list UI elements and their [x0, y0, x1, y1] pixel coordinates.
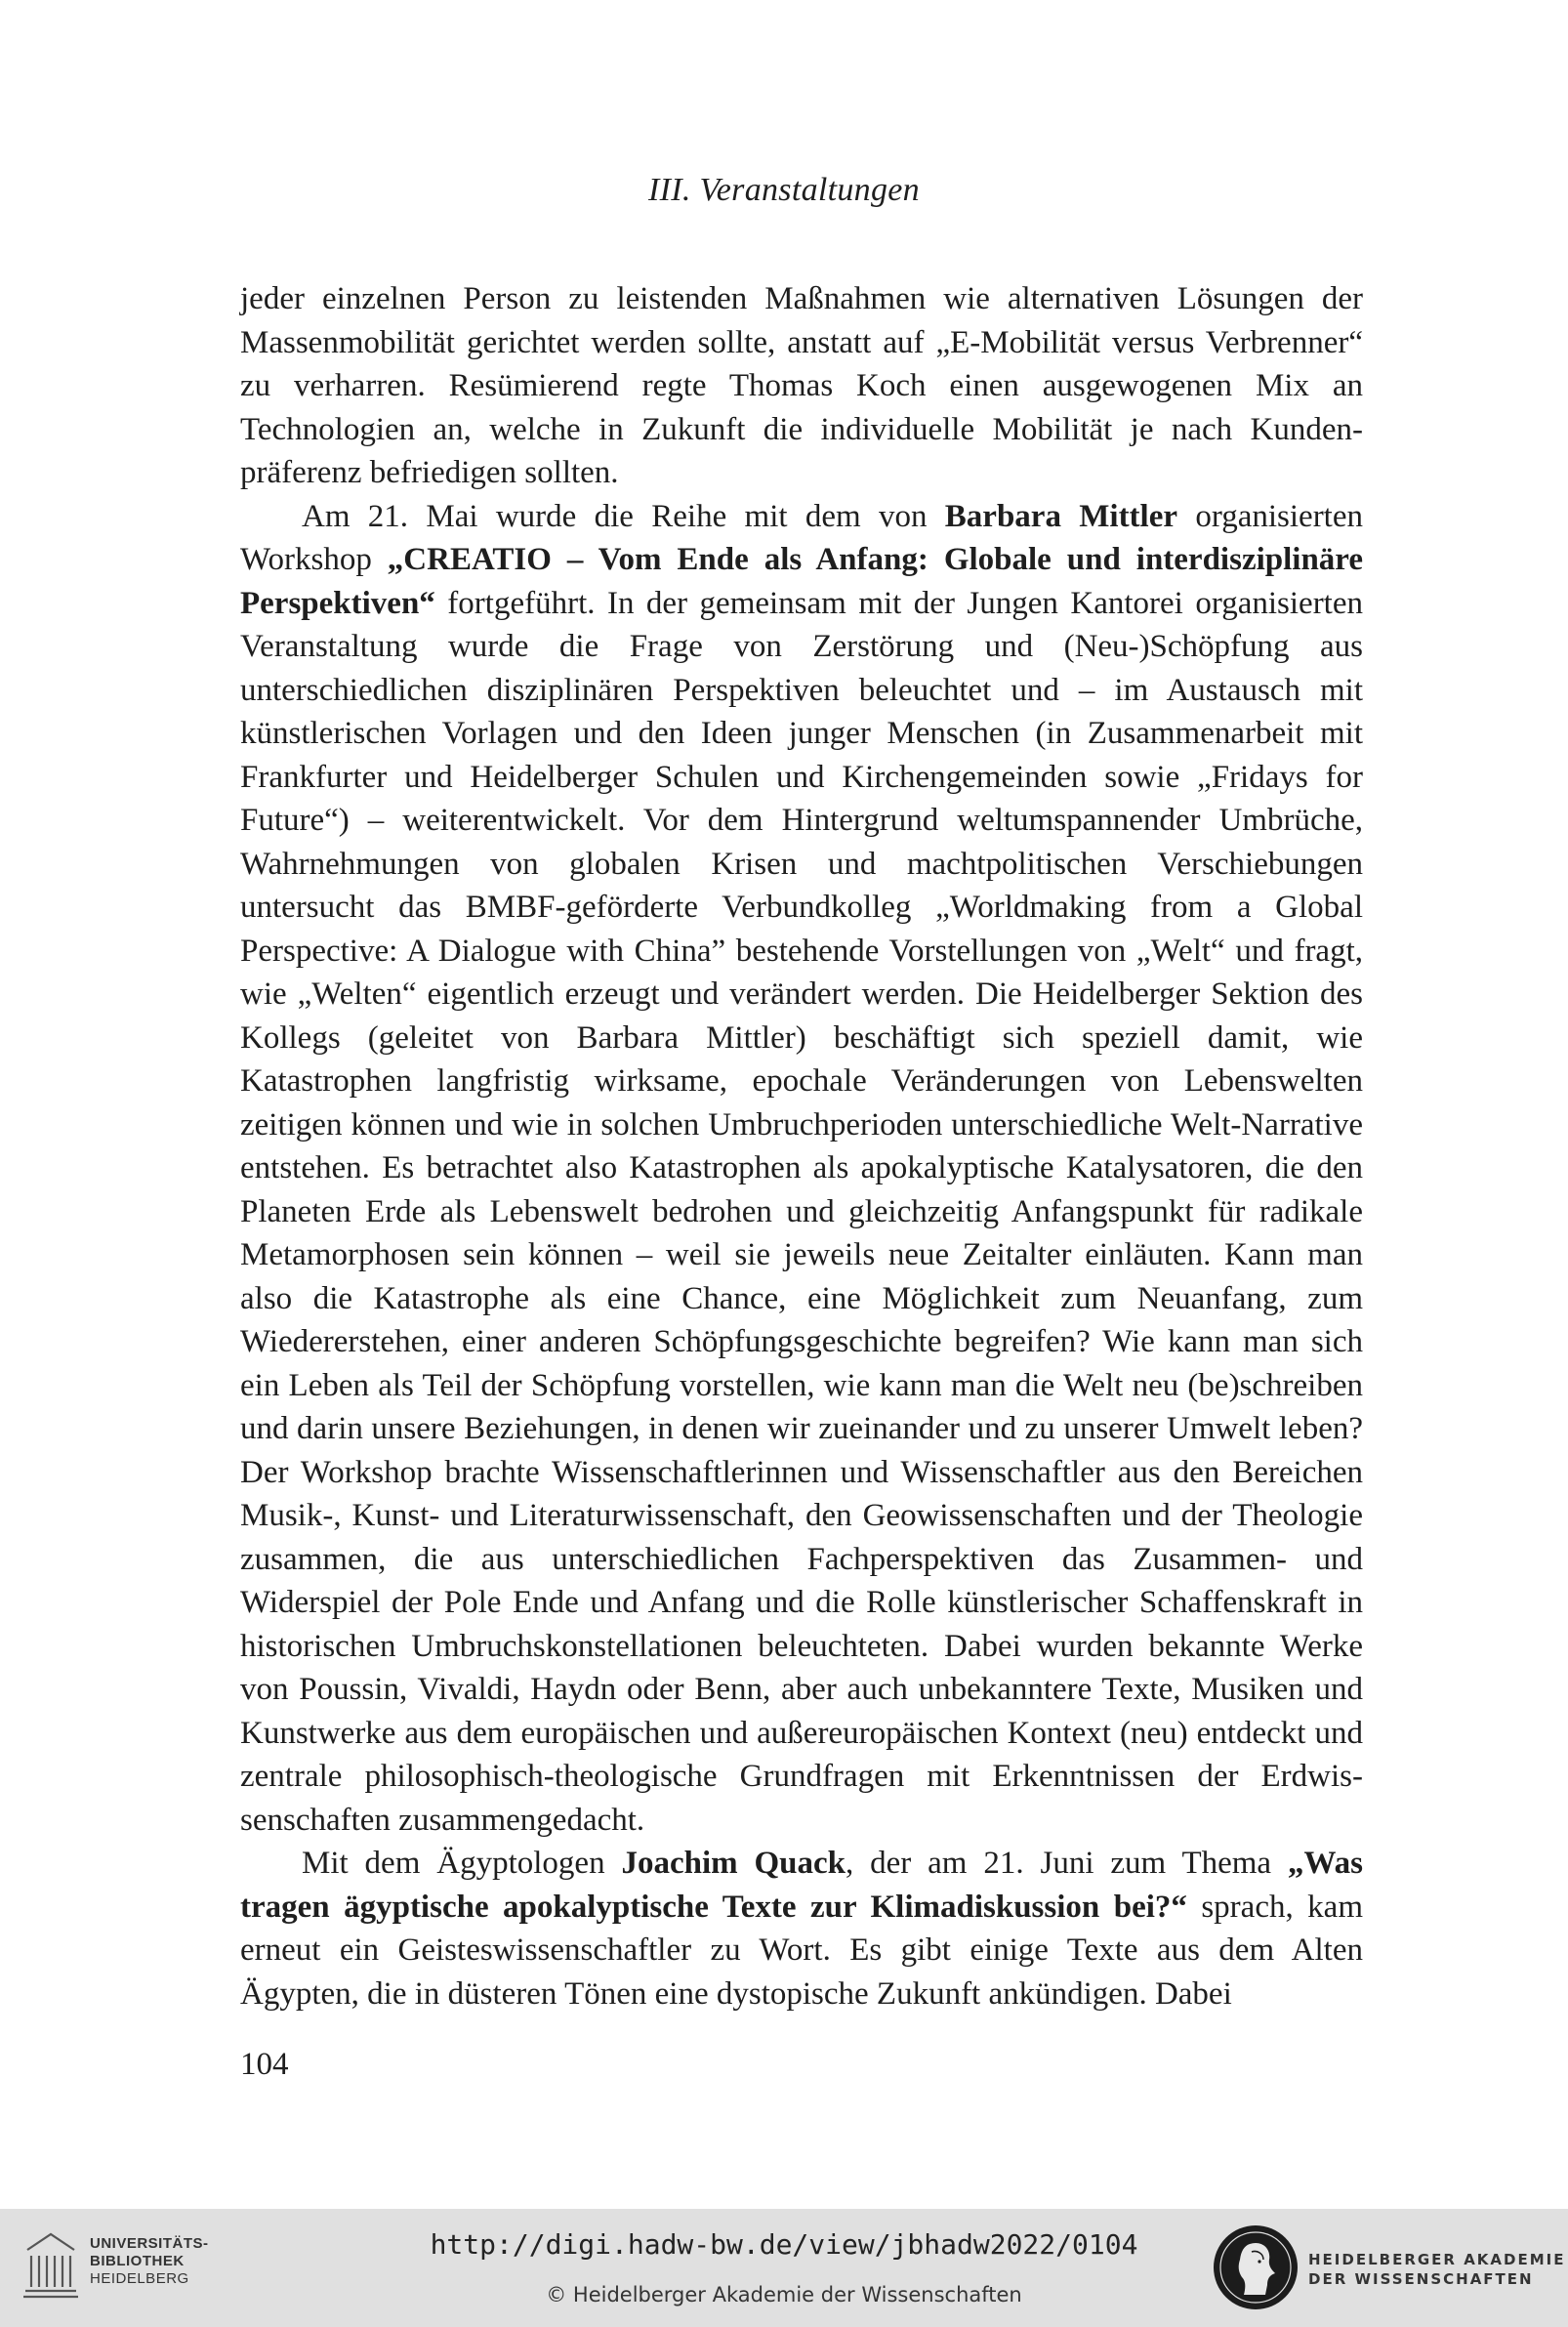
academy-logo[interactable]	[1211, 2223, 1566, 2312]
academy-name-line-1: HEIDELBERGER AKADEMIE	[1308, 2251, 1566, 2268]
footer-bar	[0, 2209, 1568, 2327]
source-url[interactable]: http://digi.hadw-bw.de/view/jbhadw2022/0104	[430, 2228, 1138, 2261]
paragraph-3-text-b: , der am 21. Juni zum Thema	[846, 1846, 1288, 1881]
paragraph-2	[240, 495, 1363, 1843]
paragraph-3	[240, 1842, 1363, 2015]
library-name-line-3: HEIDELBERG	[90, 2270, 189, 2287]
academy-name-line-2: DER WISSENSCHAFTEN	[1308, 2270, 1534, 2288]
body-text	[240, 277, 1363, 2015]
paragraph-1: jeder einzelnen Person zu leistenden Maßnahmen wie alternativen Lösungen der Massenmobilität gerichtet werden sollte, anstatt auf „E-Mobilität versus Verbrenner“ zu verharren. Resümierend regte Thomas Koch einen ausgewogenen Mix an Technologien an, welche in Zukunft die individuelle Mobilität je nach Kundenpräferenz befriedigen sollten.	[240, 281, 1363, 490]
paragraph-3-text-a: Mit dem Ägyptologen	[302, 1846, 622, 1881]
library-name-line-1: UNIVERSITÄTS-	[90, 2235, 209, 2252]
page-number: 104	[240, 2047, 289, 2082]
academy-name	[1308, 2250, 1566, 2289]
paragraph-3-text-c: sprach, kam erneut ein Geisteswissenschaftler zu Wort. Es gibt einige Texte aus dem Alten Ägypten, die in düsteren Tönen eine dystopische Zukunft ankündigen. Dabei	[240, 1889, 1363, 2012]
speaker-name-quack: Joachim Quack	[621, 1846, 846, 1881]
paragraph-2-text-a: Am 21. Mai wurde die Reihe mit dem von	[302, 498, 945, 534]
event-title-creatio: „CREATIO – Vom Ende als Anfang: Globale und interdisziplinäre Perspektiven“	[240, 542, 1363, 621]
academy-seal-icon	[1211, 2223, 1300, 2312]
copyright-notice: © Heidelberger Akademie der Wissenschaften	[546, 2283, 1022, 2306]
paragraph-2-text-b: organisierten Workshop	[240, 498, 1363, 577]
paragraph-2-text-c: fortgeführt. In der gemeinsam mit der Jungen Kantorei organisierten Veranstaltung wurde die Frage von Zerstörung und (Neu-)Schöpfung aus unterschiedlichen disziplinären Perspektiven beleuchtet und – im Austausch mit künstlerischen Vorlagen und den Ideen junger Menschen (in Zusammenarbeit mit Frankfurter und Heidelberger Schulen und Kirchengemeinden sowie „Fridays for Future“) – weiterentwickelt. Vor dem Hintergrund weltumspannender Umbrüche, Wahrnehmungen von globalen Krisen und machtpolitischen Verschiebungen untersucht das BMBF-geförderte Verbundkolleg „Worldmaking from a Global Perspective: A Dialogue with China” bestehende Vorstellungen von „Welt“ und fragt, wie „Welten“ eigentlich erzeugt und verändert werden. Die Heidelberger Sektion des Kollegs (geleitet von Barbara Mittler) beschäftigt sich speziell damit, wie Katastrophen langfristig wirksame, epochale Veränderungen von Lebenswelten zeitigen können und wie in solchen Umbruchperioden unterschiedliche Welt-Narrative entstehen. Es betrachtet also Katastrophen als apokalyptische Katalysatoren, die den Planeten Erde als Lebenswelt bedrohen und gleichzeitig Anfangspunkt für radikale Metamorphosen sein können – weil sie jeweils neue Zeitalter einläuten. Kann man also die Katastrophe als eine Chance, eine Möglichkeit zum Neuanfang, zum Wiedererstehen, einer anderen Schöpfungsgeschichte begreifen? Wie kann man sich ein Leben als Teil der Schöpfung vorstellen, wie kann man die Welt neu (be)schreiben und darin unsere Beziehungen, in denen wir zueinander und zu unserer Umwelt leben? Der Workshop brachte Wissenschaftlerinnen und Wissenschaftler aus den Bereichen Musik-, Kunst- und Literaturwissenschaft, den Geowissenschaften und der Theologie zusammen, die aus unterschiedlichen Fachperspektiven das Zusammen- und Widerspiel der Pole Ende und Anfang und die Rolle künstlerischer Schaffenskraft in historischen Umbruchskonstellationen beleuchteten. Dabei wurden bekannte Werke von Poussin, Vivaldi, Haydn oder Benn, aber auch unbekanntere Texte, Musiken und Kunstwerke aus dem europäischen und außereuropäischen Kontext (neu) entdeckt und zentrale philosophisch-theologische Grundfragen mit Erkenntnissen der Erdwissenschaften zusammengedacht.	[240, 585, 1363, 1838]
library-name-line-2: BIBLIOTHEK	[90, 2253, 185, 2269]
speaker-name-mittler: Barbara Mittler	[944, 498, 1178, 534]
event-title-klima: „Was tragen ägyptische apokalyptische Texte zur Klimadiskussion bei?“	[240, 1846, 1363, 1925]
running-head: III. Veranstaltungen	[648, 172, 920, 208]
